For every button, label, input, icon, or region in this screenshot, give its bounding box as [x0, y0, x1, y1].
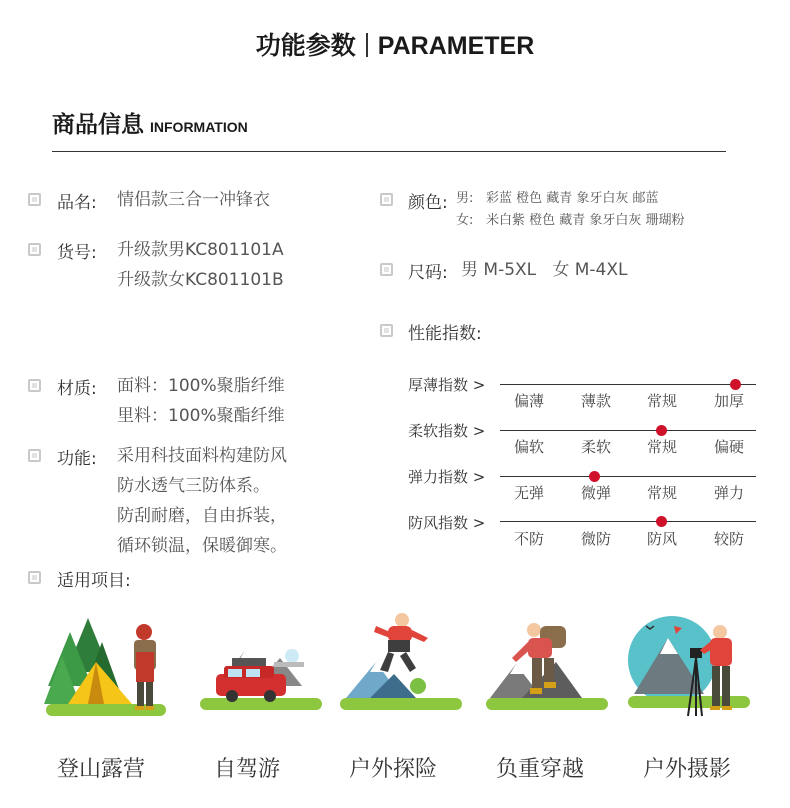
color-male-label: 男: [456, 191, 474, 206]
perf-option: 弹力 [713, 484, 744, 502]
activity-label: 户外摄影 [642, 757, 731, 782]
performance-label: 性能指数: [408, 324, 482, 344]
perf-option: 加厚 [713, 392, 744, 410]
bullet-icon [380, 324, 393, 337]
perf-option: 偏薄 [513, 392, 544, 410]
jumping-adventurer-icon [336, 612, 466, 722]
function-line: 采用科技面料构建防风 [117, 446, 287, 466]
item-no-value-1: 升级款男KC801101A [117, 240, 284, 260]
section-title-cn: 商品信息 [52, 112, 144, 138]
bullet-icon [28, 193, 41, 206]
perf-scale-line [500, 430, 756, 431]
perf-level-marker [656, 425, 667, 436]
color-female-value: 米白紫 橙色 藏青 象牙白灰 珊瑚粉 [486, 213, 685, 228]
bullet-icon [28, 379, 41, 392]
activity-label: 户外探险 [348, 757, 437, 782]
section-divider [52, 151, 726, 152]
perf-option: 防风 [646, 530, 677, 548]
perf-option: 微弹 [580, 484, 611, 502]
perf-level-marker [730, 379, 741, 390]
section-title [52, 106, 248, 139]
perf-row-label: 厚薄指数 > [408, 376, 486, 394]
perf-option: 不防 [513, 530, 544, 548]
use-label: 适用项目: [57, 571, 131, 591]
road-trip-car-icon [196, 612, 326, 722]
perf-option: 常规 [646, 392, 677, 410]
function-line: 循环锁温，保暖御寒。 [117, 536, 287, 556]
bullet-icon [380, 193, 393, 206]
size-label: 尺码: [408, 263, 448, 283]
bullet-icon [28, 449, 41, 462]
perf-option: 常规 [646, 438, 677, 456]
name-label: 品名: [57, 193, 97, 213]
perf-scale-line [500, 521, 756, 522]
activity-label: 自驾游 [213, 757, 280, 782]
perf-option: 微防 [580, 530, 611, 548]
page-title-en: PARAMETER [377, 32, 535, 60]
perf-row-label: 柔软指数 > [408, 422, 486, 440]
perf-option: 薄款 [580, 392, 611, 410]
activity-label: 登山露营 [56, 757, 145, 782]
bullet-icon [28, 243, 41, 256]
perf-row-label: 弹力指数 > [408, 468, 486, 486]
size-value: 男 M-5XL 女 M-4XL [461, 260, 628, 280]
perf-option: 柔软 [580, 438, 611, 456]
perf-option: 常规 [646, 484, 677, 502]
color-male-value: 彩蓝 橙色 藏青 象牙白灰 邮蓝 [486, 191, 659, 206]
perf-option: 较防 [713, 530, 744, 548]
perf-level-marker [656, 516, 667, 527]
function-line: 防水透气三防体系。 [117, 476, 270, 496]
activity-label: 负重穿越 [495, 757, 584, 782]
perf-option: 偏硬 [713, 438, 744, 456]
color-female-label: 女: [456, 213, 474, 228]
bullet-icon [28, 571, 41, 584]
perf-option: 无弹 [513, 484, 544, 502]
function-label: 功能: [57, 449, 97, 469]
item-no-label: 货号: [57, 243, 97, 263]
climbing-backpacker-icon [482, 612, 612, 722]
photographer-icon [624, 612, 754, 722]
camping-hiker-icon [40, 612, 170, 722]
color-label: 颜色: [408, 193, 448, 213]
perf-level-marker [589, 471, 600, 482]
material-value-2: 里料：100%聚酯纤维 [117, 406, 285, 426]
title-separator [366, 33, 368, 57]
material-value-1: 面料：100%聚脂纤维 [117, 376, 285, 396]
section-title-en: INFORMATION [150, 119, 248, 135]
bullet-icon [380, 263, 393, 276]
perf-row-label: 防风指数 > [408, 514, 486, 532]
material-label: 材质: [57, 379, 97, 399]
perf-scale-line [500, 476, 756, 477]
item-no-value-2: 升级款女KC801101B [117, 270, 284, 290]
page-title-cn: 功能参数 [255, 31, 356, 60]
page-title [0, 26, 790, 62]
perf-scale-line [500, 384, 756, 385]
name-value: 情侣款三合一冲锋衣 [117, 190, 270, 210]
function-line: 防刮耐磨，自由拆装， [117, 506, 287, 526]
perf-option: 偏软 [513, 438, 544, 456]
